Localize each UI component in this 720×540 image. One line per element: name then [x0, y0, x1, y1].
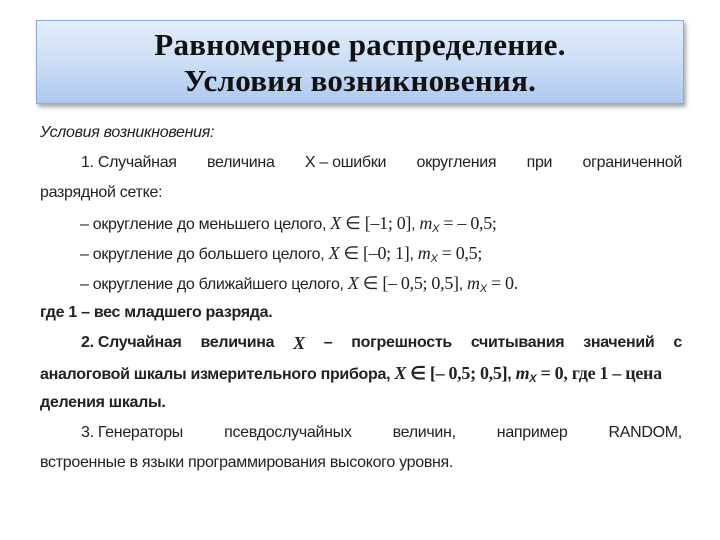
item3-line1	[40, 418, 682, 448]
mean-subscript: X	[432, 223, 440, 235]
subitem-text: – округление до ближайшего целого,	[80, 276, 348, 293]
variable-x: X	[293, 333, 305, 353]
mean-subscript: X	[529, 373, 537, 385]
variable-x: X	[328, 243, 340, 263]
mean-symbol: m	[467, 273, 480, 293]
item3-word: например	[496, 424, 568, 441]
interval: [– 0,5; 0,5]	[382, 273, 459, 293]
item2-line2	[40, 358, 682, 388]
item3-word: RANDOM,	[608, 424, 682, 441]
element-of-symbol: ∈	[406, 363, 430, 383]
item1-word: ограниченной	[582, 154, 682, 171]
item2-text: аналоговой шкалы измерительного прибора,	[40, 366, 395, 383]
item1-word: величина	[206, 154, 275, 171]
variable-x: X	[330, 213, 341, 233]
item3-word: величин,	[392, 424, 456, 441]
mean-value-and-text: = 0, где 1 – цена	[536, 363, 662, 383]
interval: [–0; 1]	[363, 243, 410, 263]
interval: [–1; 0]	[364, 213, 412, 233]
interval: [– 0,5; 0,5]	[429, 363, 508, 383]
item2-word: погрешность	[351, 334, 452, 351]
item1-word: X – ошибки	[304, 154, 387, 171]
element-of-symbol: ∈	[340, 213, 365, 233]
item2-word: величина	[200, 334, 275, 351]
separator: ,	[507, 366, 516, 383]
slide-title-line-2: Условия возникновения.	[183, 63, 537, 98]
item2-word: –	[323, 334, 333, 351]
mean-symbol: m	[419, 213, 433, 233]
mean-subscript: X	[479, 283, 487, 295]
element-of-symbol: ∈	[339, 243, 364, 263]
variable-x: X	[394, 363, 407, 383]
subitem-text: – округление до меньшего целого,	[80, 216, 331, 233]
separator: ,	[458, 276, 468, 293]
item1-subitem-3	[40, 268, 682, 298]
item2-word: считывания	[470, 334, 565, 351]
mean-symbol: m	[417, 243, 431, 263]
item1-word: 1. Случайная	[81, 154, 177, 171]
item1-subitem-1	[40, 208, 682, 238]
item1-note: где 1 – вес младшего разряда.	[40, 304, 273, 321]
element-of-symbol: ∈	[358, 273, 383, 293]
item3-word: псевдослучайных	[224, 424, 352, 441]
mean-value: = – 0,5;	[439, 213, 497, 233]
mean-value: = 0,5;	[437, 243, 483, 263]
mean-symbol: m	[515, 363, 530, 383]
item1-line2: разрядной сетке:	[40, 184, 163, 201]
item1-line1	[40, 148, 682, 178]
item2-line3: деления шкалы.	[40, 394, 166, 411]
item1-word: при	[526, 154, 553, 171]
item2-word: 2. Случайная	[81, 334, 182, 351]
subitem-text: – округление до большего целого,	[80, 246, 329, 263]
slide-title-box	[36, 20, 684, 104]
item3-line2: встроенные в языки программирования высокого уровня.	[40, 454, 454, 471]
conditions-heading: Условия возникновения:	[40, 124, 215, 141]
item2-word: значений	[583, 334, 655, 351]
item3-word: 3. Генераторы	[81, 424, 184, 441]
mean-subscript: X	[430, 253, 438, 265]
item2-word: с	[673, 334, 682, 351]
variable-x: X	[347, 273, 359, 293]
slide-title-line-1: Равномерное распределение.	[154, 27, 566, 62]
item1-word: округления	[416, 154, 497, 171]
separator: ,	[411, 216, 420, 233]
item1-subitem-2	[40, 238, 682, 268]
separator: ,	[409, 246, 418, 263]
slide-content	[40, 118, 682, 478]
item2-line1	[40, 328, 682, 358]
mean-value: = 0.	[486, 273, 518, 293]
